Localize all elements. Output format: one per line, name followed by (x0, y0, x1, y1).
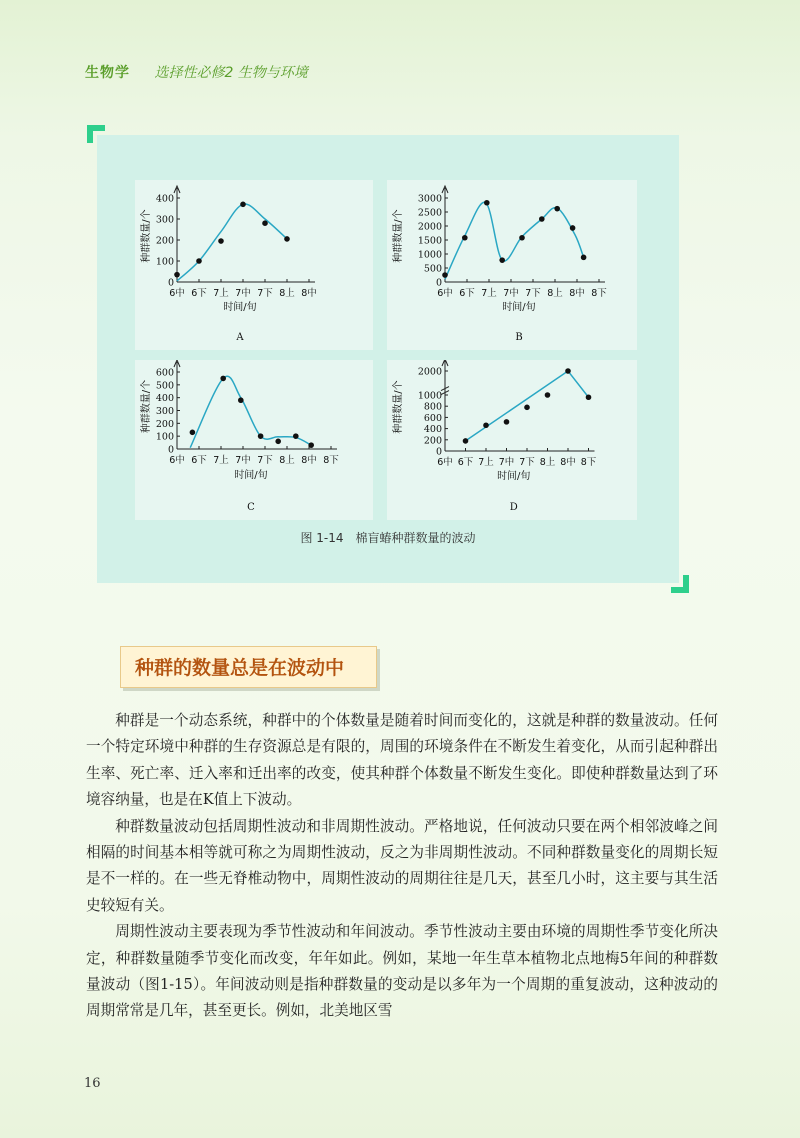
x-tick-label: 7下 (257, 288, 273, 299)
chart-d (387, 360, 637, 520)
x-tick-label: 8下 (591, 288, 607, 299)
y-axis-label: 种群数量/个 (393, 209, 404, 263)
y-tick-label: 200 (423, 435, 442, 447)
x-tick-label: 7上 (213, 288, 229, 299)
x-tick-label: 6下 (191, 455, 207, 466)
y-tick-label: 1500 (417, 235, 442, 247)
data-point (504, 419, 510, 425)
y-axis-label: 种群数量/个 (141, 379, 152, 434)
page-number: 16 (84, 1076, 101, 1091)
data-point (463, 438, 469, 444)
data-point (581, 255, 587, 261)
y-tick-label: 300 (155, 214, 174, 226)
y-tick-label: 100 (155, 256, 174, 268)
panel-label: A (236, 332, 244, 343)
panel-label: D (509, 502, 518, 513)
y-tick-label: 3000 (417, 193, 442, 205)
corner-mark-bottom-right-v (683, 575, 689, 593)
data-point (484, 200, 490, 206)
body-text (86, 708, 718, 1025)
corner-mark-top-left-v (87, 125, 93, 143)
data-point (174, 272, 180, 278)
paragraph-3: 周期性波动主要表现为季节性波动和年间波动。季节性波动主要由环境的周期性季节变化所决定，种群数量随季节变化而改变，年年如此。例如，某地一年生草本植物北点地梅5年间的种群数量波动（图1-15）。年间波动则是指种群数量的变动是以多年为一个周期的重复波动，这种波动的周期常常是几年，甚至更长。例如，北美地区雪 (86, 923, 718, 1020)
data-point (284, 236, 290, 242)
data-point (262, 220, 268, 226)
data-point (519, 235, 525, 241)
y-axis-label: 种群数量/个 (141, 209, 152, 263)
data-point (308, 442, 314, 448)
data-point (275, 439, 281, 445)
data-point (554, 206, 560, 212)
x-tick-label: 6下 (191, 288, 207, 299)
x-tick-label: 8上 (279, 288, 295, 299)
paragraph-2: 种群数量波动包括周期性波动和非周期性波动。严格地说，任何波动只要在两个相邻波峰之间相隔的时间基本相等就可称之为周期性波动，反之为非周期性波动。不同种群数量变化的周期长短是不一样的。在一些无脊椎动物中，周期性波动的周期往往是几天，甚至几小时，这主要与其生活史较短有关。 (86, 817, 718, 914)
y-tick-label: 400 (155, 193, 174, 205)
y-tick-label: 600 (423, 412, 442, 424)
data-point (524, 405, 530, 411)
y-tick-label: 400 (155, 393, 174, 405)
series-curve (190, 376, 311, 447)
book-title: 选择性必修2 生物与环境 (154, 65, 308, 81)
data-point (293, 433, 299, 439)
y-tick-label: 2000 (417, 221, 442, 233)
data-point (258, 433, 264, 439)
data-point (586, 394, 592, 400)
x-tick-label: 8上 (547, 288, 563, 299)
x-tick-label: 8下 (580, 457, 597, 468)
data-point (539, 216, 545, 222)
x-tick-label: 8下 (323, 455, 339, 466)
data-point (565, 368, 571, 374)
y-tick-label: 1000 (417, 249, 442, 261)
y-axis-label: 种群数量/个 (393, 380, 404, 434)
chart-card-a (135, 180, 373, 350)
data-point (220, 376, 226, 382)
x-axis-label: 时间/旬 (223, 302, 257, 313)
x-axis-label: 时间/旬 (234, 470, 268, 481)
x-tick-label: 6中 (437, 457, 453, 468)
x-tick-label: 7上 (481, 288, 497, 299)
x-tick-label: 8中 (301, 455, 317, 466)
x-tick-label: 7下 (519, 457, 535, 468)
data-point (545, 392, 551, 398)
y-tick-label: 600 (155, 367, 174, 379)
y-tick-label: 0 (167, 277, 174, 289)
y-tick-label: 300 (155, 406, 174, 417)
x-tick-label: 8中 (569, 288, 585, 299)
data-point (190, 430, 196, 436)
x-tick-label: 8中 (560, 457, 576, 468)
x-tick-label: 6下 (457, 457, 474, 468)
x-tick-label: 7中 (235, 288, 251, 299)
y-tick-label: 400 (423, 424, 442, 436)
chart-card-d (387, 360, 637, 520)
section-title-box (120, 646, 377, 688)
x-tick-label: 7中 (503, 288, 519, 299)
chart-card-b (387, 180, 637, 350)
data-point (442, 272, 448, 278)
panel-label: B (515, 332, 523, 343)
y-tick-label: 500 (155, 380, 174, 392)
x-tick-label: 7上 (478, 457, 494, 468)
panel-label: C (247, 502, 255, 513)
data-point (570, 225, 576, 231)
y-tick-label: 200 (155, 235, 174, 247)
x-tick-label: 7下 (257, 455, 273, 466)
section-title: 种群的数量总是在波动中 (135, 657, 345, 679)
x-axis-label: 时间/旬 (497, 471, 531, 482)
figure-box (97, 135, 679, 583)
running-head (85, 62, 308, 82)
y-tick-label: 0 (435, 277, 442, 289)
y-tick-label: 2500 (417, 207, 442, 219)
data-point (499, 257, 505, 263)
y-tick-label: 200 (155, 418, 174, 430)
x-axis-label: 时间/旬 (502, 302, 536, 313)
series-curve (445, 202, 584, 279)
data-point (462, 235, 468, 241)
y-tick-label: 0 (435, 446, 442, 458)
chart-c (135, 360, 373, 520)
figure-caption: 图 1-14 棉盲蝽种群数量的波动 (300, 531, 476, 545)
x-tick-label: 7中 (235, 455, 251, 466)
x-tick-label: 7下 (525, 288, 541, 299)
x-tick-label: 8上 (279, 455, 295, 466)
x-tick-label: 6中 (169, 455, 185, 466)
data-point (218, 238, 224, 244)
x-tick-label: 7上 (213, 455, 229, 466)
x-tick-label: 6下 (459, 288, 475, 299)
y-tick-label: 2000 (417, 366, 442, 378)
series-curve (177, 204, 287, 281)
data-point (238, 397, 244, 403)
y-tick-label: 800 (423, 401, 442, 413)
chart-b (387, 180, 637, 350)
chart-card-c (135, 360, 373, 520)
y-tick-label: 0 (167, 444, 174, 456)
paragraph-1: 种群是一个动态系统，种群中的个体数量是随着时间而变化的，这就是种群的数量波动。任何一个特定环境中种群的生存资源总是有限的，周围的环境条件在不断发生着变化，从而引起种群出生率、死亡率、迁入率和迁出率的改变，使其种群个体数量不断发生变化。即使种群数量达到了环境容纳量，也是在K值上下波动。 (86, 712, 718, 809)
data-point (240, 202, 246, 208)
y-tick-label: 500 (423, 263, 442, 275)
x-tick-label: 7中 (498, 457, 515, 468)
x-tick-label: 6中 (437, 288, 453, 299)
chart-a (135, 180, 373, 350)
y-tick-label: 100 (155, 431, 174, 443)
subject-title: 生物学 (85, 65, 130, 81)
x-tick-label: 8上 (539, 457, 556, 468)
data-point (196, 258, 202, 264)
y-tick-label: 1000 (417, 390, 442, 402)
x-tick-label: 8中 (301, 288, 317, 299)
data-point (483, 422, 489, 428)
x-tick-label: 6中 (169, 288, 185, 299)
